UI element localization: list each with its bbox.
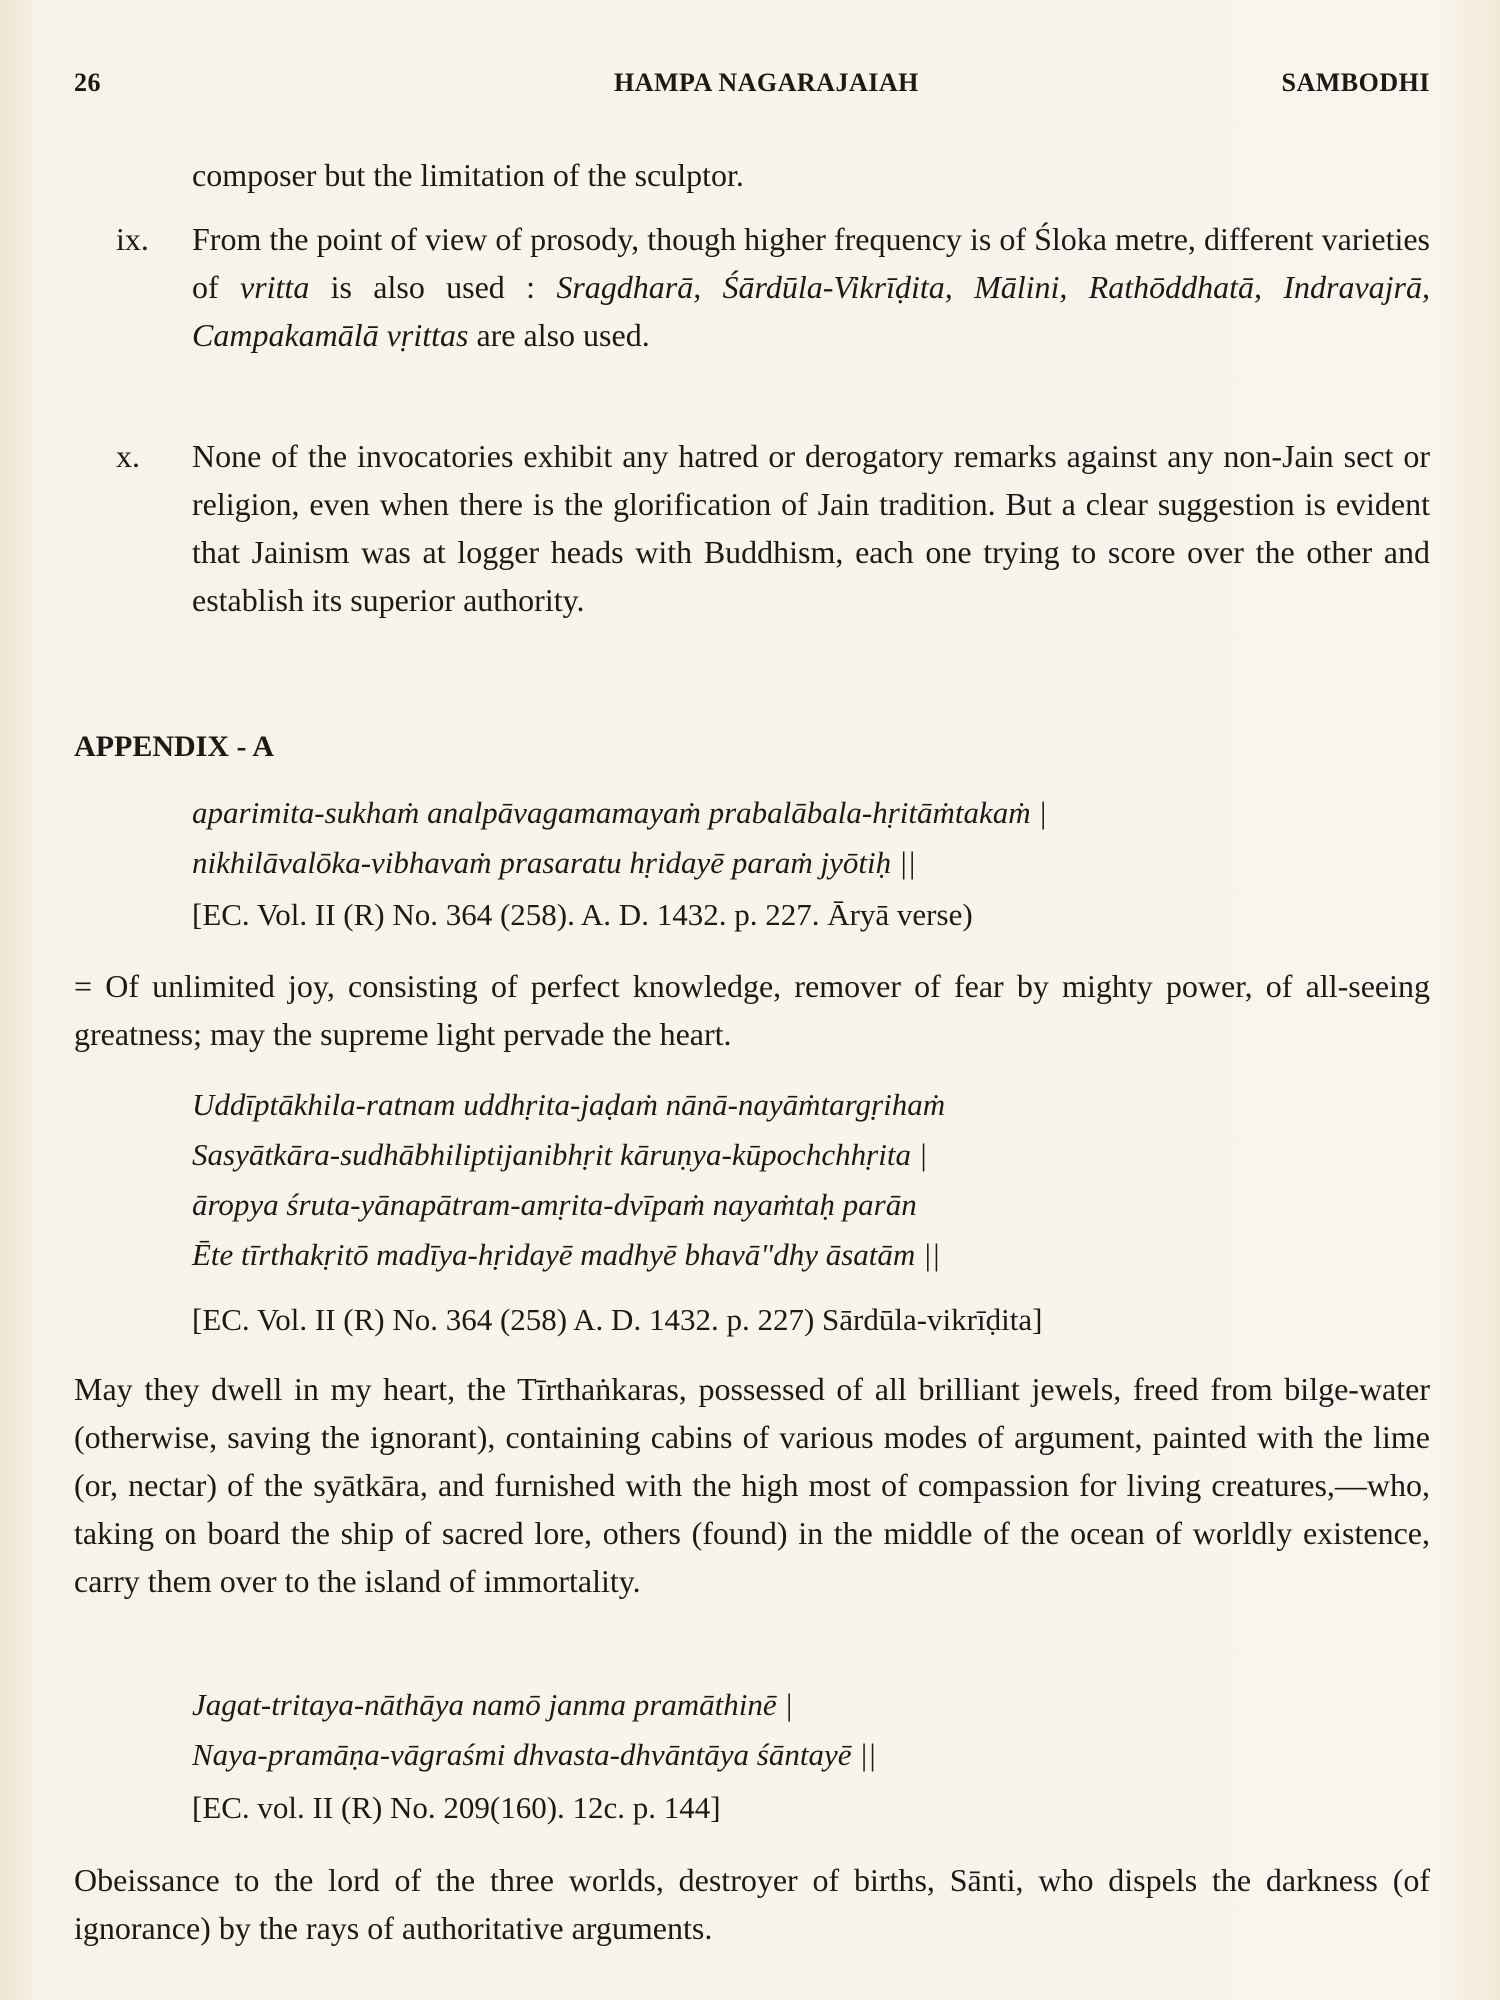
verse-3: [192, 1680, 1430, 1780]
verse-line: Jagat-tritaya-nāthāya namō janma pramāthinē |: [192, 1687, 793, 1722]
verse-line: Uddīptākhila-ratnam uddhṛita-jaḍaṁ nānā-nayāṁtargṛihaṁ: [192, 1087, 946, 1122]
item-number: ix.: [116, 221, 149, 257]
running-header: [74, 68, 1430, 108]
list-item-ix: [74, 215, 1430, 359]
item-text: None of the invocatories exhibit any hatred or derogatory remarks against any non-Jain sect or religion, even when there is the glorification of Jain tradition. But a clear suggestion is evident that Jainism was at logger heads with Buddhism, each one trying to score over the other and establish its superior authority.: [192, 438, 1430, 618]
verse-line: āropya śruta-yānapātram-amṛita-dvīpaṁ nayaṁtaḥ parān: [192, 1187, 917, 1222]
intro-line-text: composer but the limitation of the sculptor.: [192, 157, 744, 193]
verse-line: Naya-pramāṇa-vāgraśmi dhvasta-dhvāntāya śāntayē ||: [192, 1737, 877, 1772]
verse-1-reference: [EC. Vol. II (R) No. 364 (258). A. D. 1432. p. 227. Āryā verse): [192, 897, 973, 932]
item-text-part: is also used :: [309, 269, 557, 305]
verse-3-translation: Obeissance to the lord of the three worlds, destroyer of births, Sānti, who dispels the darkness (of ignorance) by the rays of authoritative arguments.: [74, 1862, 1430, 1946]
verse-line: Ēte tīrthakṛitō madīya-hṛidayē madhyē bhavā"dhy āsatām ||: [192, 1237, 941, 1272]
header-journal: SAMBODHI: [1281, 68, 1430, 97]
item-text-part: are also used.: [468, 317, 650, 353]
verse-2-reference: [EC. Vol. II (R) No. 364 (258) A. D. 1432. p. 227) Sārdūla-vikrīḍita]: [192, 1302, 1043, 1337]
verse-1-translation: = Of unlimited joy, consisting of perfect knowledge, remover of fear by mighty power, of all-seeing greatness; may the supreme light pervade the heart.: [74, 968, 1430, 1052]
intro-line: [74, 150, 1430, 200]
header-author: HAMPA NAGARAJAIAH: [614, 68, 919, 97]
verse-line: nikhilāvalōka-vibhavaṁ prasaratu hṛidayē paraṁ jyōtiḥ ||: [192, 845, 916, 880]
verse-line: Sasyātkāra-sudhābhiliptijanibhṛit kāruṇya-kūpochchhṛita |: [192, 1137, 928, 1172]
item-text-part: From the point of view of prosody, though higher frequency is of Śloka metre, different varieties of: [192, 221, 1430, 305]
item-number: x.: [116, 438, 140, 474]
item-text-italic: Sragdharā, Śārdūla-Vikrīḍita, Mālini, Rathōddhatā, Indravajrā, Campakamālā vṛittas: [192, 269, 1431, 353]
verse-line: aparimita-sukhaṁ analpāvagamamayaṁ prabalābala-hṛitāṁtakaṁ |: [192, 795, 1047, 830]
page-number: 26: [74, 68, 101, 97]
verse-1: [192, 788, 1430, 888]
verse-2-translation: May they dwell in my heart, the Tīrthaṅkaras, possessed of all brilliant jewels, freed from bilge-water (otherwise, saving the ignorant), containing cabins of various modes of argument, painted with the lime (or, nectar) of the syātkāra, and furnished with the high most of compassion for living creatures,—who, taking on board the ship of sacred lore, others (found) in the middle of the ocean of worldly existence, carry them over to the island of immortality.: [74, 1371, 1430, 1599]
list-item-x: [74, 432, 1430, 624]
appendix-heading: APPENDIX - A: [74, 730, 274, 763]
item-text-italic: vritta: [239, 269, 310, 305]
verse-2: [192, 1080, 1430, 1280]
item-text: [192, 215, 1430, 359]
verse-3-reference: [EC. vol. II (R) No. 209(160). 12c. p. 144]: [192, 1790, 721, 1825]
